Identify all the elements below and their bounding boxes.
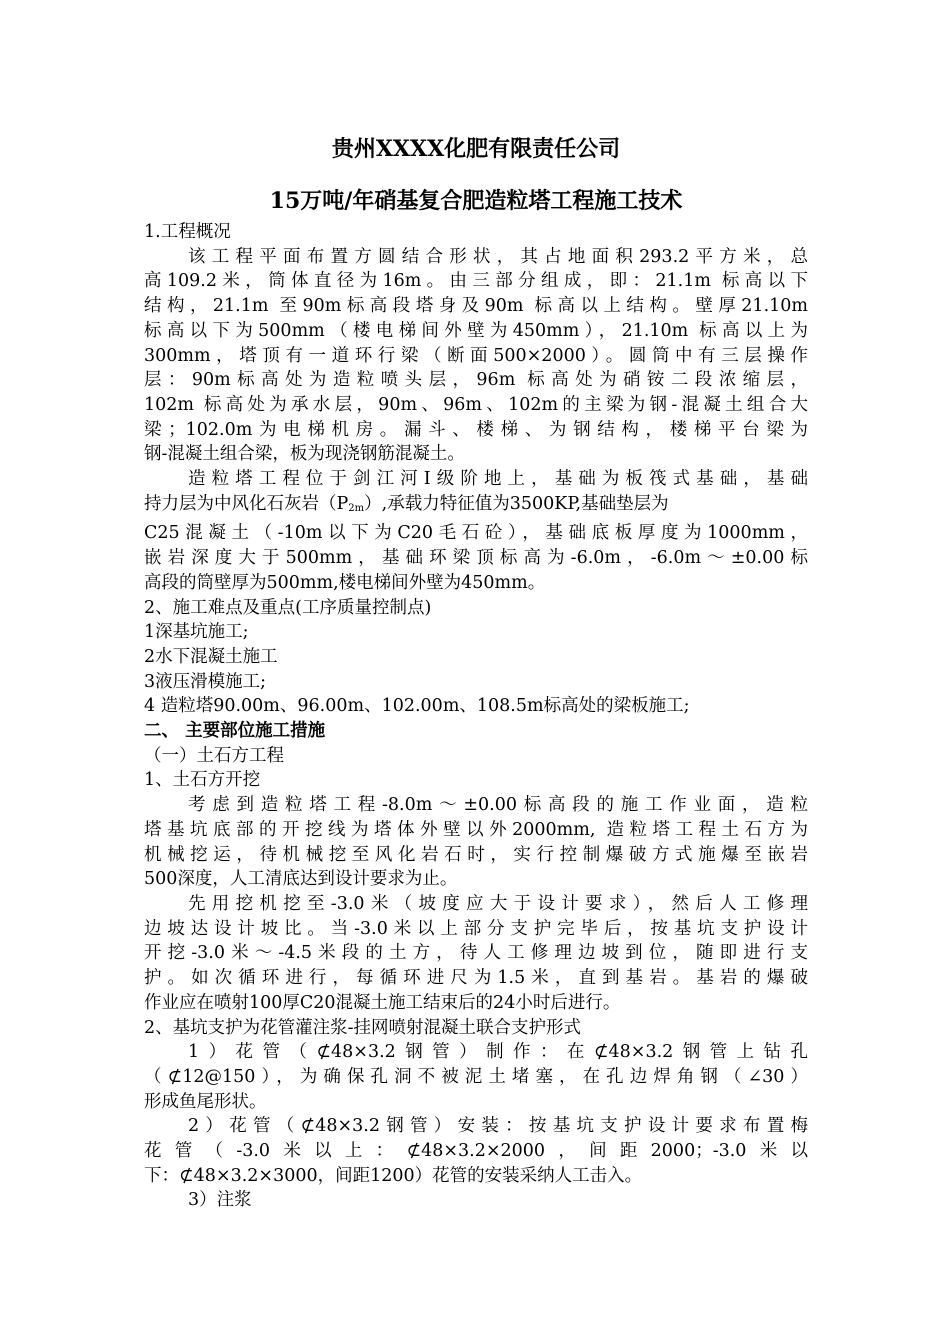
paragraph-line: 塔基坑底部的开挖线为塔体外壁以外2000mm, 造粒塔工程土石方为 <box>144 819 808 840</box>
paragraph-line: 标高以下为500mm（楼电梯间外壁为450mm），21.10m 标高以上为 <box>144 320 808 341</box>
paragraph-line: 高109.2米，筒体直径为16m。由三部分组成，即：21.1m 标高以下 <box>144 271 808 292</box>
subsection-heading: 2、基坑支护为花管灌注浆-挂网喷射混凝土联合支护形式 <box>144 1017 582 1038</box>
list-item: 3液压滑模施工; <box>144 671 267 692</box>
paragraph-line: 机械挖运，待机械挖至风化岩石时，实行控制爆破方式施爆至嵌岩 <box>144 844 808 865</box>
paragraph-line: 下：⊄48×3.2×3000，间距1200）花管的安装采纳人工击入。 <box>144 1165 643 1186</box>
paragraph-line: 形成鱼尾形状。 <box>144 1091 267 1112</box>
paragraph-line: 护。如次循环进行，每循环进尺为1.5米，直到基岩。基岩的爆破 <box>144 968 808 989</box>
section-heading: 二、 主要部位施工措施 <box>144 721 326 742</box>
paragraph-line: 该工程平面布置方圆结合形状，其占地面积293.2平方米，总 <box>188 246 808 267</box>
paragraph-line: 造粒塔工程位于剑江河Ⅰ级阶地上，基础为板筏式基础，基础 <box>188 469 808 490</box>
list-item: 2水下混凝土施工 <box>144 646 278 667</box>
paragraph-line <box>144 492 808 522</box>
paragraph-line: 考虑到造粒塔工程-8.0m～±0.00标高段的施工作业面，造粒 <box>188 795 808 816</box>
subsection-heading: 1、土石方开挖 <box>144 770 261 791</box>
paragraph-line: 先用挖机挖至-3.0米（坡度应大于设计要求），然后人工修理 <box>188 893 808 914</box>
document-body <box>144 220 808 1213</box>
list-item: 1深基坑施工; <box>144 622 249 643</box>
subsection-heading: （一）土石方工程 <box>144 745 284 766</box>
paragraph-line: 高段的筒壁厚为500mm,楼电梯间外壁为450mm。 <box>144 572 546 593</box>
paragraph-line: 层：90m标高处为造粒喷头层，96m 标高处为硝铵二段浓缩层， <box>144 370 808 391</box>
paragraph-line: 300mm，塔顶有一道环行梁（断面500×2000）。圆筒中有三层操作 <box>144 345 808 366</box>
paragraph-line: 边坡达设计坡比。当-3.0米以上部分支护完毕后，按基坑支护设计 <box>144 918 808 939</box>
paragraph-line: 钢-混凝土组合梁，板为现浇钢筋混凝土。 <box>144 444 465 465</box>
document-page <box>144 128 808 1213</box>
paragraph-line: 梁；102.0m为电梯机房。漏斗、楼梯、为钢结构，楼梯平台梁为 <box>144 419 808 440</box>
paragraph-line: 2）花管（⊄48×3.2钢管）安装：按基坑支护设计要求布置梅 <box>188 1116 808 1137</box>
text-run: ）,承载力特征值为3500KP,基础垫层为 <box>364 493 669 514</box>
paragraph-line: 结构，21.1m 至90m标高段塔身及90m 标高以上结构。壁厚21.10m <box>144 296 808 317</box>
paragraph-line: 花管（-3.0米以上：⊄48×3.2×2000，间距2000；-3.0米以 <box>144 1141 808 1162</box>
paragraph-line: C25混凝土（-10m以下为C20毛石砼），基础底板厚度为1000mm， <box>144 523 808 544</box>
paragraph-line: 作业应在喷射100厚C20混凝土施工结束后的24小时后进行。 <box>144 992 621 1013</box>
section-heading: 1.工程概况 <box>144 222 231 242</box>
project-title: 15万吨/年硝基复合肥造粒塔工程施工技术 <box>269 188 683 214</box>
subscript-text: 2m <box>348 502 365 514</box>
paragraph-line: 开挖-3.0米～-4.5米段的土方，待人工修理边坡到位，随即进行支 <box>144 943 808 964</box>
paragraph-line: 500深度，人工清底达到设计要求为止。 <box>144 869 458 890</box>
paragraph-line: 3）注浆 <box>188 1190 252 1211</box>
paragraph-line: 嵌岩深度大于500mm，基础环梁顶标高为-6.0m，-6.0m～±0.00标 <box>144 548 808 569</box>
company-title: 贵州XXXX化肥有限责任公司 <box>331 136 621 162</box>
text-run: 持力层为中风化石灰岩（P <box>144 493 349 514</box>
list-item: 4 造粒塔90.00m、96.00m、102.00m、108.5m标高处的梁板施工; <box>144 696 690 717</box>
paragraph-line: 1）花管（⊄48×3.2钢管）制作：在⊄48×3.2钢管上钻孔 <box>188 1042 808 1063</box>
paragraph-line: （⊄12@150），为确保孔洞不被泥土堵塞，在孔边焊角钢（∠30） <box>144 1066 808 1087</box>
section-heading: 2、施工难点及重点(工序质量控制点) <box>144 597 432 618</box>
paragraph-line: 102m 标高处为承水层，90m、96m、102m的主梁为钢-混凝土组合大 <box>144 394 808 415</box>
